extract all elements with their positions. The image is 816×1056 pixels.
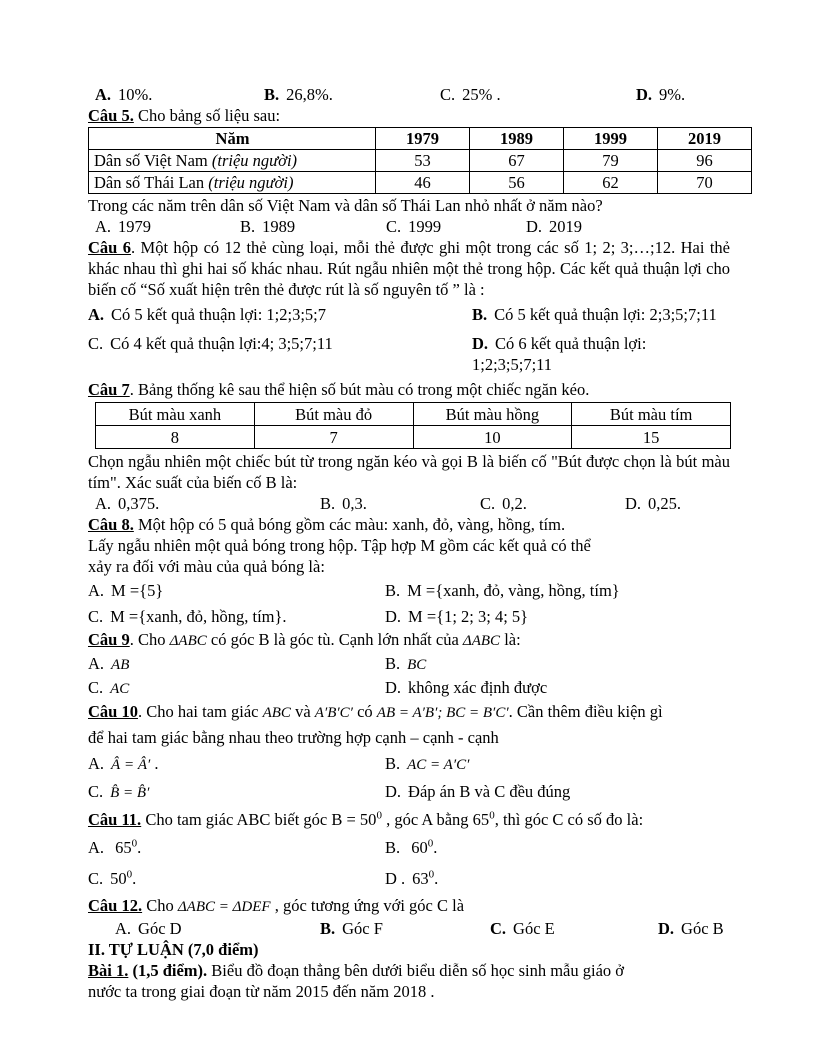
option-letter: D.: [526, 217, 543, 236]
option-d: [472, 333, 730, 375]
option-c: [88, 868, 385, 889]
option-letter: B.: [385, 580, 401, 600]
q9-heading: Câu 9. Cho ΔABC có góc B là góc tù. Cạnh lớn nhất của ΔABC là:: [88, 630, 521, 649]
q10-heading: Câu 10. Cho hai tam giác ABC và A′B′C′ có AB = A′B′; BC = B′C′. Cần thêm điều kiện gì: [88, 701, 663, 721]
pen-table: [95, 402, 731, 449]
option-b: [385, 837, 730, 858]
value-cell: 53: [376, 150, 470, 172]
row-name-cell: Dân số Thái Lan (triệu người): [89, 172, 376, 194]
option-text: Góc D: [138, 919, 182, 938]
option-letter: C.: [88, 781, 104, 801]
superscript: 0: [489, 809, 495, 821]
option-a: A. Â = Â′ .: [88, 753, 159, 773]
option-a: [95, 84, 264, 105]
q8-options-row1: [88, 577, 730, 603]
option-letter: C.: [480, 494, 496, 513]
value-cell: 67: [470, 150, 564, 172]
option-letter: C.: [490, 919, 507, 938]
question-label: Câu 9: [88, 630, 130, 649]
header-cell: Bút màu đỏ: [254, 403, 413, 426]
header-cell: Bút màu xanh: [96, 403, 255, 426]
option-b: [240, 216, 386, 237]
q9-options-row2: [88, 676, 730, 700]
q7-question: Chọn ngẫu nhiên một chiếc bút từ trong ngăn kéo và gọi B là biến cố "Bút được chọn là bút màu tím". Xác suất của biến cố B là:: [88, 452, 730, 492]
value-cell: 10: [413, 426, 572, 449]
q7-heading: [88, 379, 730, 400]
q5-heading: [88, 105, 730, 126]
option-text: AC: [110, 680, 130, 697]
option-letter: A.: [95, 494, 112, 513]
superscript: 0: [376, 809, 382, 821]
option-text: 25% .: [462, 85, 501, 104]
q8-line3: xảy ra đối với màu của quả bóng là:: [88, 557, 325, 576]
question-label: Câu 10: [88, 701, 138, 721]
option-d: [526, 216, 730, 237]
row-name-cell: Dân số Việt Nam (triệu người): [89, 150, 376, 172]
option-letter: D .: [385, 869, 406, 888]
option-text: 1999: [408, 217, 442, 236]
option-b: [320, 918, 490, 939]
option-letter: A.: [88, 753, 105, 773]
option-c: [440, 84, 636, 105]
q6-heading: [88, 237, 730, 300]
option-text: Có 6 kết quả thuận lợi: 1;2;3;5;7;11: [472, 334, 647, 374]
table-row: [96, 426, 731, 449]
option-text: 0,3.: [342, 494, 367, 513]
population-table: [88, 127, 752, 194]
option-c: [88, 677, 385, 700]
option-d: [385, 781, 730, 804]
exercise-label: Bài 1.: [88, 961, 129, 980]
q9-options-row1: [88, 652, 730, 676]
option-text: $65^0$.: [111, 837, 142, 857]
option-text: không xác định được: [408, 677, 548, 697]
option-b: [385, 653, 730, 676]
math-abc: ABC: [262, 704, 291, 721]
q7-options-row: [88, 493, 730, 514]
header-cell: 1979: [376, 128, 470, 150]
q8-line2: Lấy ngẫu nhiên một quả bóng trong hộp. Tập hợp M gồm các kết quả có thể: [88, 536, 591, 555]
option-letter: C.: [88, 677, 104, 697]
option-text: $63^0$.: [412, 868, 439, 888]
header-cell: 1999: [564, 128, 658, 150]
q11-heading: Câu 11. Cho tam giác ABC biết góc $B = 50^0$ , góc A bằng $65^0$, thì góc C có số đo là:: [88, 809, 644, 829]
option-c: [88, 781, 385, 804]
option-a: [88, 653, 385, 676]
math-a1b1c1: A′B′C′: [314, 704, 353, 721]
option-letter: A.: [95, 217, 112, 236]
bai1-heading: [88, 960, 730, 981]
table-row: [89, 172, 752, 194]
option-letter: B.: [385, 653, 401, 673]
option-letter: A.: [88, 580, 105, 600]
option-text: 1989: [262, 217, 296, 236]
math-triangle-abc: ΔABC: [462, 633, 501, 649]
header-cell: 1989: [470, 128, 564, 150]
option-text: AC = A′C′: [407, 756, 470, 773]
option-text: $50^0$.: [110, 868, 137, 888]
header-cell: 2019: [658, 128, 752, 150]
option-text: 9%.: [659, 85, 686, 104]
option-letter: D.: [472, 334, 489, 353]
option-letter: D.: [385, 677, 402, 697]
option-d: [636, 84, 730, 105]
option-letter: D.: [385, 606, 402, 626]
value-cell: 96: [658, 150, 752, 172]
option-text: Đáp án B và C đều đúng: [408, 781, 571, 801]
q10-line2: để hai tam giác bằng nhau theo trường hợp cạnh – cạnh - cạnh: [88, 727, 499, 747]
option-a: [95, 216, 240, 237]
q12-heading: Câu 12. Cho ΔABC = ΔDEF , góc tương ứng với góc C là: [88, 895, 465, 915]
option-b: [320, 493, 480, 514]
option-c: [88, 333, 472, 375]
option-letter: C.: [88, 606, 104, 626]
question-label: Câu 8.: [88, 515, 134, 534]
option-text: AB: [111, 656, 130, 673]
option-c: [88, 606, 385, 627]
header-cell: Năm: [89, 128, 376, 150]
option-a: [88, 304, 472, 325]
option-text: 0,25.: [648, 494, 682, 513]
q12-options-row: [88, 918, 730, 939]
option-text: M ={5}: [111, 580, 164, 600]
option-c: [386, 216, 526, 237]
value-cell: 62: [564, 172, 658, 194]
option-text: M ={xanh, đỏ, hồng, tím}.: [110, 606, 287, 626]
question-label: Câu 6: [88, 238, 131, 257]
q5-options-row: [88, 216, 730, 237]
q10-options-row2: [88, 778, 730, 806]
option-letter: A.: [115, 919, 132, 938]
option-text: BC: [407, 656, 427, 673]
option-b: [385, 753, 730, 776]
option-letter: A.: [88, 838, 105, 857]
option-letter: B.: [385, 753, 401, 773]
option-letter: D.: [625, 494, 642, 513]
table-header-row: [96, 403, 731, 426]
q11-options-row2: [88, 863, 730, 894]
header-cell: Bút màu tím: [572, 403, 731, 426]
option-text: M ={1; 2; 3; 4; 5}: [408, 606, 529, 626]
question-text: . Một hộp có 12 thẻ cùng loại, mỗi thẻ được ghi một trong các số 1; 2; 3;…;12. Hai thẻ khác nhau thì ghi hai số khác nhau. Rút ngẫu nhiên một thẻ trong hộp. Các kết quả thuận lợi cho biến cố “Số xuất hiện trên thẻ được rút là số nguyên tố ” là :: [88, 238, 730, 299]
option-text: Có 4 kết quả thuận lợi:4; 3;5;7;11: [110, 334, 333, 353]
option-text: 26,8%.: [286, 85, 333, 104]
option-text: 0,375.: [118, 494, 160, 513]
value-cell: 46: [376, 172, 470, 194]
option-letter: B.: [320, 919, 336, 938]
option-text: Có 5 kết quả thuận lợi: 1;2;3;5;7: [111, 305, 327, 324]
math-triangle-equality: ΔABC = ΔDEF: [177, 898, 271, 915]
exercise-points: (1,5 điểm).: [128, 961, 208, 980]
math-equality: AB = A′B′; BC = B′C′: [376, 704, 509, 721]
q11-options-row1: [88, 832, 730, 863]
value-cell: 56: [470, 172, 564, 194]
option-text: B̂ = B̂′: [110, 784, 150, 801]
option-letter: C.: [88, 869, 104, 888]
option-b: [264, 84, 440, 105]
option-letter: D.: [385, 781, 402, 801]
option-b: [385, 580, 730, 601]
value-cell: 79: [564, 150, 658, 172]
option-text: Góc F: [342, 919, 383, 938]
option-d: [625, 493, 730, 514]
option-letter: A.: [88, 305, 105, 324]
option-text: 2019: [549, 217, 583, 236]
q8-options-row2: [88, 603, 730, 629]
question-label: Câu 12.: [88, 895, 143, 915]
option-text: M ={xanh, đỏ, vàng, hồng, tím}: [407, 580, 620, 600]
value-cell: 8: [96, 426, 255, 449]
option-letter: A.: [88, 653, 105, 673]
option-c: [490, 918, 658, 939]
q5-question: Trong các năm trên dân số Việt Nam và dân số Thái Lan nhỏ nhất ở năm nào?: [88, 196, 603, 215]
option-text: 1979: [118, 217, 152, 236]
header-cell: Bút màu hồng: [413, 403, 572, 426]
option-letter: D.: [636, 85, 653, 104]
option-letter: D.: [658, 919, 675, 938]
option-letter: B.: [472, 305, 488, 324]
q6-options-row2: [88, 329, 730, 379]
section2-title: II. TỰ LUẬN (7,0 điểm): [88, 940, 259, 959]
option-d: [385, 868, 730, 889]
value-cell: 15: [572, 426, 731, 449]
option-text: Góc E: [513, 919, 555, 938]
exercise-text: Biểu đồ đoạn thẳng bên dưới biểu diễn số học sinh mẫu giáo ở: [207, 961, 624, 980]
option-letter: C.: [386, 217, 402, 236]
table-row: [89, 150, 752, 172]
question-text: Một hộp có 5 quả bóng gồm các màu: xanh, đỏ, vàng, hồng, tím.: [133, 515, 566, 534]
bai1-line2: nước ta trong giai đoạn từ năm 2015 đến năm 2018 .: [88, 982, 435, 1001]
option-a: [88, 837, 385, 858]
option-letter: B.: [320, 494, 336, 513]
q8-heading: [88, 514, 730, 535]
option-b: [472, 304, 730, 325]
q6-options-row1: [88, 300, 730, 329]
option-a: [115, 918, 320, 939]
question-label: Câu 5.: [88, 106, 134, 125]
option-letter: A.: [95, 85, 112, 104]
question-label: Câu 11.: [88, 809, 142, 829]
q10-options-row1: [88, 750, 730, 778]
question-label: Câu 7: [88, 380, 130, 399]
option-letter: C.: [88, 334, 104, 353]
q4-options-row: [88, 84, 730, 105]
table-header-row: [89, 128, 752, 150]
option-text: Â = Â′: [111, 756, 151, 773]
value-cell: 70: [658, 172, 752, 194]
option-d: [658, 918, 730, 939]
math-triangle-abc: ΔABC: [169, 633, 207, 649]
option-letter: B.: [264, 85, 280, 104]
option-text: 10%.: [118, 85, 153, 104]
option-text: 0,2.: [502, 494, 527, 513]
option-letter: B.: [385, 838, 401, 857]
value-cell: 7: [254, 426, 413, 449]
option-a: [88, 580, 385, 601]
option-d: [385, 677, 730, 700]
question-text: Cho bảng số liệu sau:: [133, 106, 281, 125]
option-text: Có 5 kết quả thuận lợi: 2;3;5;7;11: [494, 305, 717, 324]
question-text: . Bảng thống kê sau thể hiện số bút màu có trong một chiếc ngăn kéo.: [129, 380, 590, 399]
option-d: [385, 606, 730, 627]
option-a: [95, 493, 320, 514]
option-letter: C.: [440, 85, 456, 104]
option-text: $60^0$.: [407, 837, 438, 857]
option-letter: B.: [240, 217, 256, 236]
option-text: Góc B: [681, 919, 724, 938]
option-c: [480, 493, 625, 514]
